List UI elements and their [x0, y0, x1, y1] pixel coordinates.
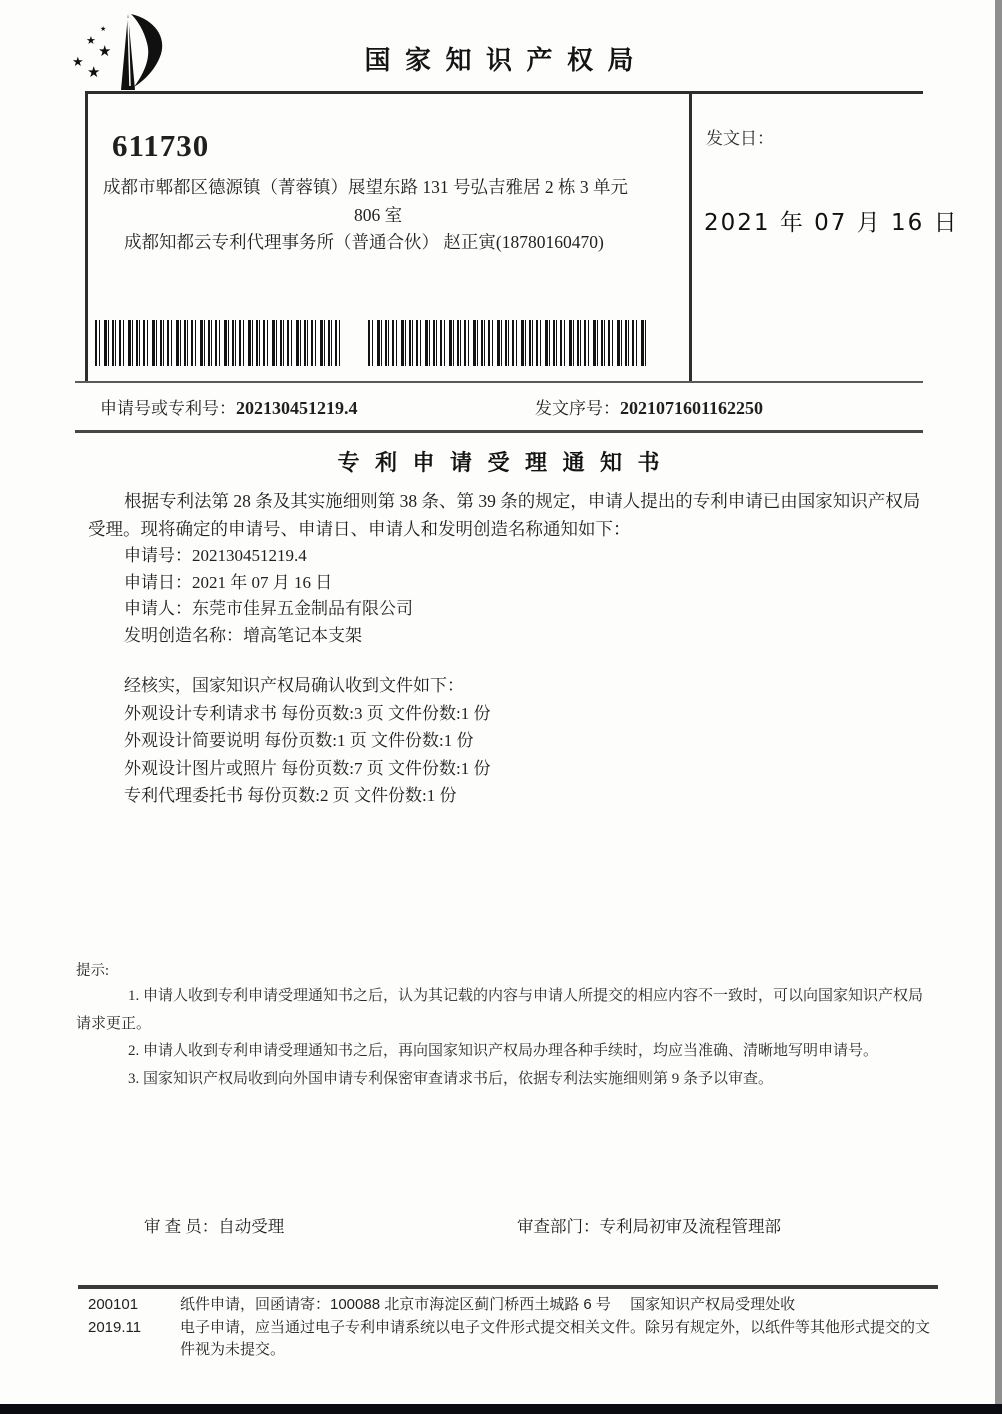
star-icon: ★	[86, 35, 96, 47]
tip-item: 2. 申请人收到专利申请受理通知书之后，再向国家知识产权局办理各种手续时，均应当准确、清晰地写明申请号。	[128, 1043, 879, 1059]
received-documents	[124, 672, 490, 810]
footer-text	[180, 1294, 938, 1362]
tip-item: 1. 申请人收到专利申请受理通知书之后，认为其记载的内容与申请人所提交的相应内容不一致时，可以向国家知识产权局请求更正。	[76, 988, 924, 1032]
mail-agent-line: 成都知都云专利代理事务所（普通合伙） 赵正寅(18780160470)	[124, 232, 604, 252]
dispatch-date-value: 2021 年 07 月 16 日	[704, 210, 959, 236]
tips-list	[76, 983, 924, 1093]
divider	[75, 381, 923, 383]
divider	[75, 430, 923, 433]
dispatch-date-label: 发文日：	[706, 129, 774, 148]
tip-item: 3. 国家知识产权局收到向外国申请专利保密审查请求书后，依据专利法实施细则第 9 条予以审查。	[128, 1070, 774, 1087]
scan-edge-band	[995, 0, 1002, 1414]
barcode	[368, 320, 648, 366]
mail-address-line2: 806 室	[353, 205, 403, 225]
field-line: 发明创造名称：增高笔记本支架	[124, 625, 362, 645]
department-value: 专利局初审及流程管理部	[599, 1217, 781, 1236]
application-fields	[124, 543, 413, 649]
field-line: 申请日：2021 年 07 月 16 日	[124, 572, 333, 592]
dispatch-box-border	[689, 91, 692, 382]
application-number-row	[100, 394, 358, 419]
footer-version: 2019.11	[88, 1318, 142, 1336]
serial-number-value: 2021071601162250	[620, 398, 764, 418]
notice-intro-line2: 受理。现将确定的申请号、申请日、申请人和发明创造名称通知如下：	[88, 519, 631, 539]
mail-code: 611730	[112, 128, 210, 163]
barcode	[95, 320, 340, 366]
divider	[85, 91, 88, 382]
department-label: 审查部门：	[517, 1217, 600, 1236]
received-doc-line: 外观设计简要说明 每份页数:1 页 文件份数:1 份	[124, 731, 474, 750]
received-intro: 经核实，国家知识产权局确认收到文件如下：	[124, 676, 464, 695]
application-number-label: 申请号或专利号：	[100, 399, 236, 418]
agency-title: 国 家 知 识 产 权 局	[364, 46, 638, 75]
department-row	[517, 1213, 781, 1237]
footer-form-code: 200101	[88, 1296, 139, 1313]
star-icon: ★	[98, 44, 112, 60]
serial-number-row	[535, 394, 763, 419]
divider	[86, 91, 923, 94]
examiner-row	[144, 1213, 284, 1237]
footer-line2: 电子申请，应当通过电子专利申请系统以电子文件形式提交相关文件。除另有规定外，以纸件等其他形式提交的文件视为未提交。	[180, 1318, 931, 1358]
star-icon: ★	[100, 25, 107, 33]
star-icon: ★	[87, 65, 101, 81]
received-doc-line: 外观设计专利请求书 每份页数:3 页 文件份数:1 份	[124, 703, 491, 723]
field-line: 申请号：202130451219.4	[124, 546, 307, 565]
notice-intro-line1: 根据专利法第 28 条及其实施细则第 38 条、第 39 条的规定，申请人提出的专利申请已由国家知识产权局	[124, 491, 921, 511]
application-number-value: 202130451219.4	[236, 398, 358, 418]
scan-bottom-bar	[0, 1404, 1002, 1414]
received-doc-line: 专利代理委托书 每份页数:2 页 文件份数:1 份	[124, 786, 457, 805]
mail-address-line1: 成都市郫都区德源镇（菁蓉镇）展望东路 131 号弘吉雅居 2 栋 3 单元	[103, 177, 628, 197]
field-line: 申请人：东莞市佳昇五金制品有限公司	[124, 599, 413, 618]
footer-line1: 纸件申请，回函请寄：100088 北京市海淀区蓟门桥西土城路 6 号 国家知识产权局受理处收	[180, 1296, 796, 1313]
tips-heading: 提示:	[76, 963, 110, 979]
divider	[78, 1285, 938, 1289]
notice-title: 专 利 申 请 受 理 通 知 书	[337, 450, 665, 475]
serial-number-label: 发文序号：	[535, 399, 620, 418]
examiner-label: 审 查 员：	[144, 1217, 219, 1236]
examiner-value: 自动受理	[218, 1217, 285, 1236]
star-icon: ★	[72, 54, 84, 69]
footer-codes	[88, 1294, 141, 1339]
received-doc-line: 外观设计图片或照片 每份页数:7 页 文件份数:1 份	[124, 758, 491, 778]
